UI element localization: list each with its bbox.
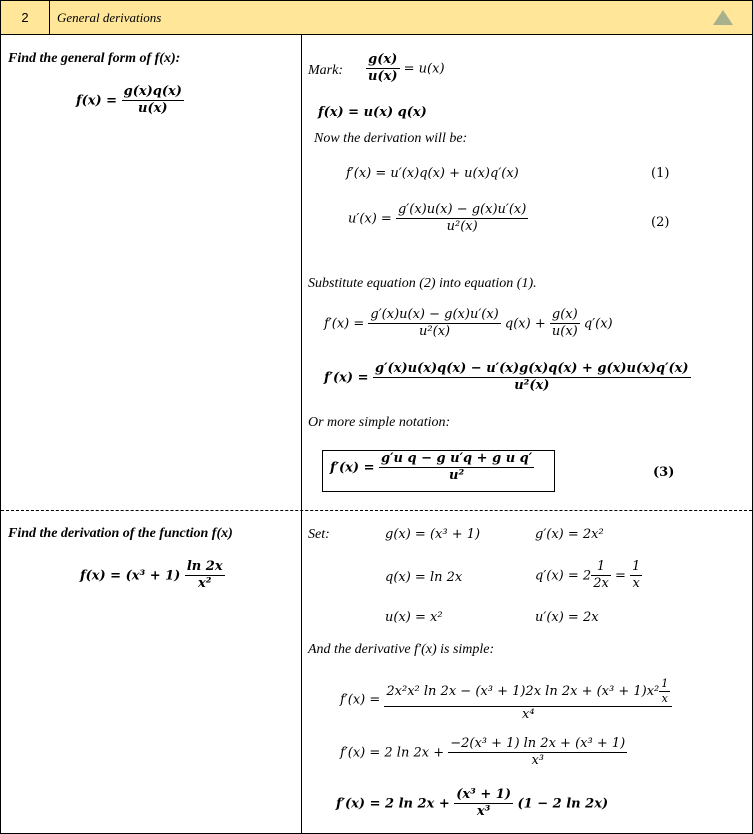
- formula-example-num: ln 2x: [185, 559, 225, 576]
- equation-1-number: (1): [651, 166, 670, 181]
- mark-den: u(x): [368, 69, 398, 85]
- res1-fraction: [384, 677, 672, 723]
- boxed-fraction: [379, 451, 534, 485]
- set-q-prime: [535, 559, 642, 593]
- equation-2-fraction: [396, 202, 528, 236]
- set-u-prime: u′(x) = 2x: [535, 610, 599, 625]
- formula-general-num: g(x)q(x): [122, 84, 184, 101]
- formula-example-lhs: f(x) = (x³ + 1): [80, 568, 181, 584]
- sub-eq1-den: u²(x): [419, 324, 451, 340]
- equation-2-number: (2): [651, 215, 670, 230]
- set-g-prime: g′(x) = 2x²: [535, 527, 604, 542]
- sub-eq1-fraction2: [550, 307, 580, 341]
- mark-equation: [366, 52, 445, 86]
- result-equation-1: [340, 677, 672, 723]
- formula-example: [80, 559, 225, 593]
- sub-eq1-tail: q′(x): [583, 316, 613, 332]
- substituted-equation: [324, 307, 613, 341]
- result-equation-3: [336, 787, 608, 821]
- mark-num: g(x): [366, 52, 400, 69]
- sub-eq2-lhs: f′(x) =: [324, 370, 369, 386]
- simple-notation-text: Or more simple notation:: [308, 415, 451, 430]
- equation-2-num: g′(x)u(x) − g(x)u′(x): [396, 202, 528, 219]
- res2-lhs: f′(x) = 2 ln 2x +: [340, 745, 445, 761]
- row-divider: [1, 510, 752, 511]
- expanded-equation: [324, 361, 691, 395]
- res1-num: [384, 677, 672, 707]
- sub-eq2-fraction: [373, 361, 691, 395]
- qprime-den2: x: [632, 576, 640, 592]
- sub-eq1-num2: g(x): [550, 307, 580, 324]
- boxed-lhs: f′(x) =: [330, 460, 375, 476]
- section-number: 2: [1, 1, 50, 34]
- mark-rhs: = u(x): [403, 61, 445, 77]
- set-g: g(x) = (x³ + 1): [385, 527, 481, 542]
- res1-den: x⁴: [522, 706, 535, 722]
- qprime-lhs: q′(x) = 2: [535, 568, 592, 584]
- boxed-equation: [330, 451, 534, 485]
- set-label: Set:: [308, 527, 330, 542]
- now-derivation-text: Now the derivation will be:: [314, 131, 468, 146]
- formula-general-den: u(x): [138, 101, 168, 117]
- equation-1: f′(x) = u′(x)q(x) + u(x)q′(x): [346, 166, 519, 181]
- sub-eq2-num: g′(x)u(x)q(x) − u′(x)g(x)q(x) + g(x)u(x)q′(x): [373, 361, 691, 378]
- qprime-fraction2: [630, 559, 642, 593]
- res1-lhs: f′(x) =: [340, 692, 381, 708]
- res1-inner-den: x: [661, 691, 668, 705]
- section-title: General derivations: [57, 10, 162, 25]
- mark-label: Mark:: [308, 63, 343, 78]
- qprime-eq: =: [614, 568, 626, 584]
- res3-fraction: [454, 787, 513, 821]
- collapse-triangle-icon[interactable]: [713, 10, 733, 25]
- boxed-num: g′u q − g u′q + g u q′: [379, 451, 534, 468]
- section-header: [1, 1, 752, 35]
- sub-eq1-den2: u(x): [551, 324, 578, 340]
- prompt-derivation: Find the derivation of the function f(x): [8, 526, 233, 541]
- equation-2-den: u²(x): [446, 219, 478, 235]
- sub-eq1-num: g′(x)u(x) − g(x)u′(x): [368, 307, 500, 324]
- mark-fraction: [366, 52, 400, 86]
- sub-eq1-fraction: [368, 307, 500, 341]
- substitute-text: Substitute equation (2) into equation (1).: [308, 276, 537, 291]
- sub-eq1-mid: q(x) +: [504, 316, 546, 332]
- res2-den: x³: [531, 753, 544, 769]
- res3-den: x³: [476, 804, 491, 820]
- set-q: q(x) = ln 2x: [385, 570, 463, 585]
- sub-eq1-lhs: f′(x) =: [324, 316, 365, 332]
- derivative-text: And the derivative f′(x) is simple:: [308, 642, 495, 657]
- prompt-general-form: Find the general form of f(x):: [8, 51, 181, 66]
- qprime-fraction1: [591, 559, 611, 593]
- qprime-num2: 1: [630, 559, 642, 576]
- res1-inner-num: 1: [661, 677, 669, 690]
- qprime-num: 1: [591, 559, 611, 576]
- equation-2-lhs: u′(x) =: [348, 211, 392, 227]
- sub-eq2-den: u²(x): [514, 378, 550, 394]
- res2-num: −2(x³ + 1) ln 2x + (x³ + 1): [448, 736, 627, 753]
- res3-lhs: f′(x) = 2 ln 2x +: [336, 796, 450, 812]
- equation-3-number: (3): [653, 465, 675, 480]
- res1-num-text: 2x²x² ln 2x − (x³ + 1)2x ln 2x + (x³ + 1)x²: [386, 683, 660, 699]
- formula-general-fraction: [122, 84, 184, 118]
- formula-example-fraction: [185, 559, 225, 593]
- res3-tail: (1 − 2 ln 2x): [517, 796, 609, 812]
- res3-num: (x³ + 1): [454, 787, 513, 804]
- res1-inner-fraction: [659, 677, 670, 706]
- equation-2: [348, 202, 528, 236]
- formula-general-lhs: f(x) =: [76, 93, 118, 109]
- column-divider: [301, 35, 302, 833]
- formula-general: [76, 84, 184, 118]
- set-u: u(x) = x²: [385, 610, 443, 625]
- boxed-den: u²: [449, 468, 465, 484]
- qprime-den: 2x: [593, 576, 609, 592]
- fx-product-equation: f(x) = u(x) q(x): [318, 105, 427, 120]
- result-equation-2: [340, 736, 627, 770]
- res2-fraction: [448, 736, 627, 770]
- formula-example-den: x²: [197, 576, 212, 592]
